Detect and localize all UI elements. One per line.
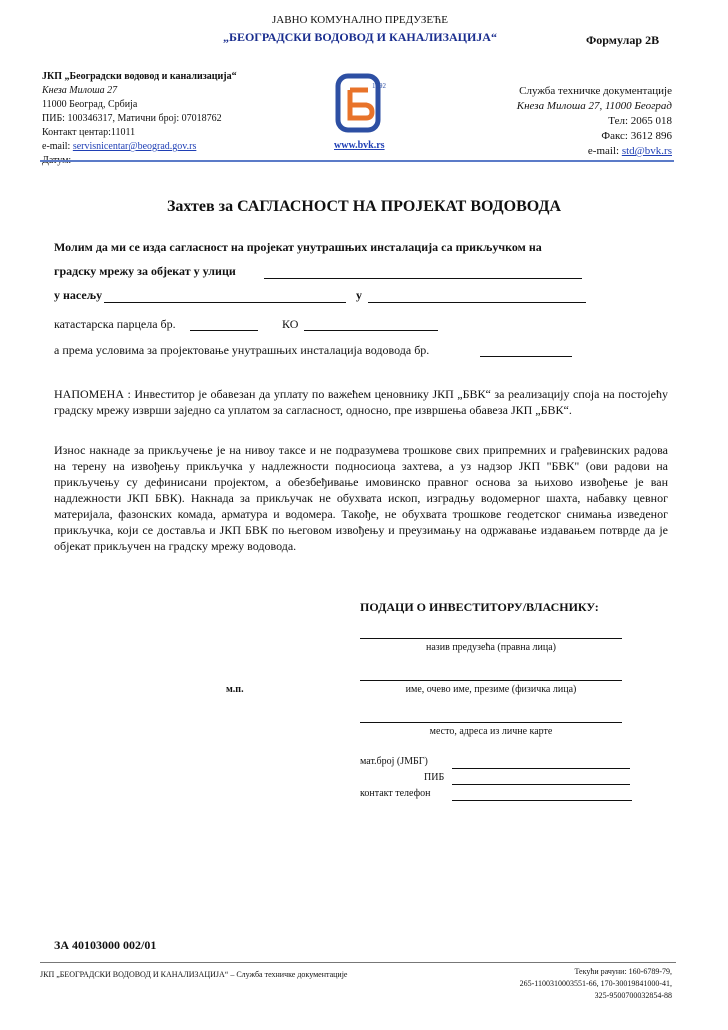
header-divider bbox=[40, 160, 674, 162]
person-name-field[interactable] bbox=[360, 680, 622, 681]
bvk-logo bbox=[334, 70, 390, 136]
footer-account-1: Текући рачуни: 160-6789-79, bbox=[574, 967, 672, 976]
right-contact-block bbox=[450, 84, 672, 159]
ko-field[interactable] bbox=[304, 330, 438, 331]
phone-field[interactable] bbox=[452, 800, 632, 801]
document-code: ЗА 40103000 002/01 bbox=[54, 938, 157, 952]
person-name-caption: име, очево име, презиме (физичка лица) bbox=[405, 684, 577, 695]
left-email-link[interactable]: servisnicentar@beograd.gov.rs bbox=[72, 141, 197, 152]
org-name-line1: ЈАВНО КОМУНАЛНО ПРЕДУЗЕЋЕ bbox=[272, 14, 448, 26]
left-street: Кнеза Милоша 27 bbox=[42, 85, 118, 96]
fee-paragraph: Износ накнаде за прикључење је на нивоу таксе и не подразумева трошкове свих припремних и грађевинских радова на терену на извођењу прикључка у надлежности подносиоца захтева, а уз надзор ЈКП "БВК" (ови радови на прикључењу су дефинисани пројектом, а обезбеђивање имовинско правног основа за њихово извођење је ван надлежности ЈКП БВК). Накнада за прикључак не обухвата ископ, изградњу водомерног шахта, набавку цевног материјала, фазонских комада, арматура и водомера. Такође, не обухвата трошкове геодетског снимања изведеног прикључка, који се доставља и ЈКП БВК по његовом извођењу и преузимању на одржавање издавањем потврде да је објекат прикључен на градску мрежу водовода. bbox=[54, 443, 668, 553]
left-org-name: ЈКП „Београдски водовод и канализација“ bbox=[42, 71, 237, 82]
cadastral-field[interactable] bbox=[190, 330, 258, 331]
left-date-label: Датум: bbox=[42, 155, 72, 166]
left-contact-block bbox=[42, 70, 292, 168]
street-field[interactable] bbox=[264, 278, 582, 279]
form-line3-u: у bbox=[356, 288, 362, 302]
footer-account-3: 325-9500700032854-88 bbox=[594, 991, 672, 1000]
address-caption: место, адреса из личне карте bbox=[429, 726, 553, 737]
company-name-caption: назив предузећа (правна лица) bbox=[426, 642, 556, 653]
reg-no-label: мат.број (ЈМБГ) bbox=[360, 756, 428, 767]
phone-label: контакт телефон bbox=[360, 788, 431, 799]
form-line1: Молим да ми се изда сагласност на пројекат унутрашњих инсталација са прикључком на bbox=[54, 240, 542, 254]
form-code: Формулар 2В bbox=[586, 33, 660, 47]
left-email-label: e-mail: bbox=[42, 141, 71, 152]
stamp-label: м.п. bbox=[226, 684, 244, 695]
right-tel: Тел: 2065 018 bbox=[608, 115, 672, 127]
footer-accounts bbox=[440, 966, 672, 1002]
reg-no-field[interactable] bbox=[452, 768, 630, 769]
right-email-link[interactable]: std@bvk.rs bbox=[621, 145, 672, 157]
ko-label: КО bbox=[282, 317, 299, 331]
note-paragraph: НАПОМЕНА : Инвеститор је обавезан да уплату по важећем ценовнику ЈКП „БВК“ за реализацију споја на постојећу градску мрежу изврши заједно са уплатом за сагласност, односно, пре извршења обавеза ЈКП „БВК“. bbox=[54, 387, 668, 417]
conditions-label: а према условима за пројектовање унутрашњих инсталација водовода бр. bbox=[54, 343, 430, 357]
settlement-field[interactable] bbox=[104, 302, 346, 303]
left-ids: ПИБ: 100346317, Матични број: 07018762 bbox=[42, 113, 222, 124]
logo-year: 1892 bbox=[372, 82, 386, 90]
left-contact-center: Контакт центар:11011 bbox=[42, 127, 136, 138]
company-name-field[interactable] bbox=[360, 638, 622, 639]
form-line3-label: у насељу bbox=[54, 288, 103, 302]
investor-heading: ПОДАЦИ О ИНВЕСТИТОРУ/ВЛАСНИКУ: bbox=[360, 600, 599, 614]
pib-label: ПИБ bbox=[424, 772, 445, 783]
right-fax: Факс: 3612 896 bbox=[601, 130, 672, 142]
pib-field[interactable] bbox=[452, 784, 630, 785]
bvk-logo-icon bbox=[334, 70, 390, 136]
cadastral-label: катастарска парцела бр. bbox=[54, 317, 176, 331]
right-service: Служба техничке документације bbox=[519, 85, 672, 97]
form-line2-label: градску мрежу за објекат у улици bbox=[54, 264, 236, 278]
footer-left: ЈКП „БЕОГРАДСКИ ВОДОВОД И КАНАЛИЗАЦИЈА“ – Служба техничке документације bbox=[40, 970, 348, 979]
conditions-number-field[interactable] bbox=[480, 356, 572, 357]
footer-divider bbox=[40, 962, 676, 963]
right-address: Кнеза Милоша 27, 11000 Београд bbox=[516, 100, 672, 112]
address-field[interactable] bbox=[360, 722, 622, 723]
document-title: Захтев за САГЛАСНОСТ НА ПРОЈЕКАТ ВОДОВОДА bbox=[166, 198, 562, 215]
website-link[interactable]: www.bvk.rs bbox=[334, 140, 385, 151]
right-email-label: e-mail: bbox=[587, 145, 620, 157]
org-name-line2: „БЕОГРАДСКИ ВОДОВОД И КАНАЛИЗАЦИЈА“ bbox=[223, 30, 497, 44]
place-field[interactable] bbox=[368, 302, 586, 303]
left-city: 11000 Београд, Србија bbox=[42, 99, 138, 110]
footer-account-2: 265-1100310003551-66, 170-30019841000-41, bbox=[519, 979, 672, 988]
